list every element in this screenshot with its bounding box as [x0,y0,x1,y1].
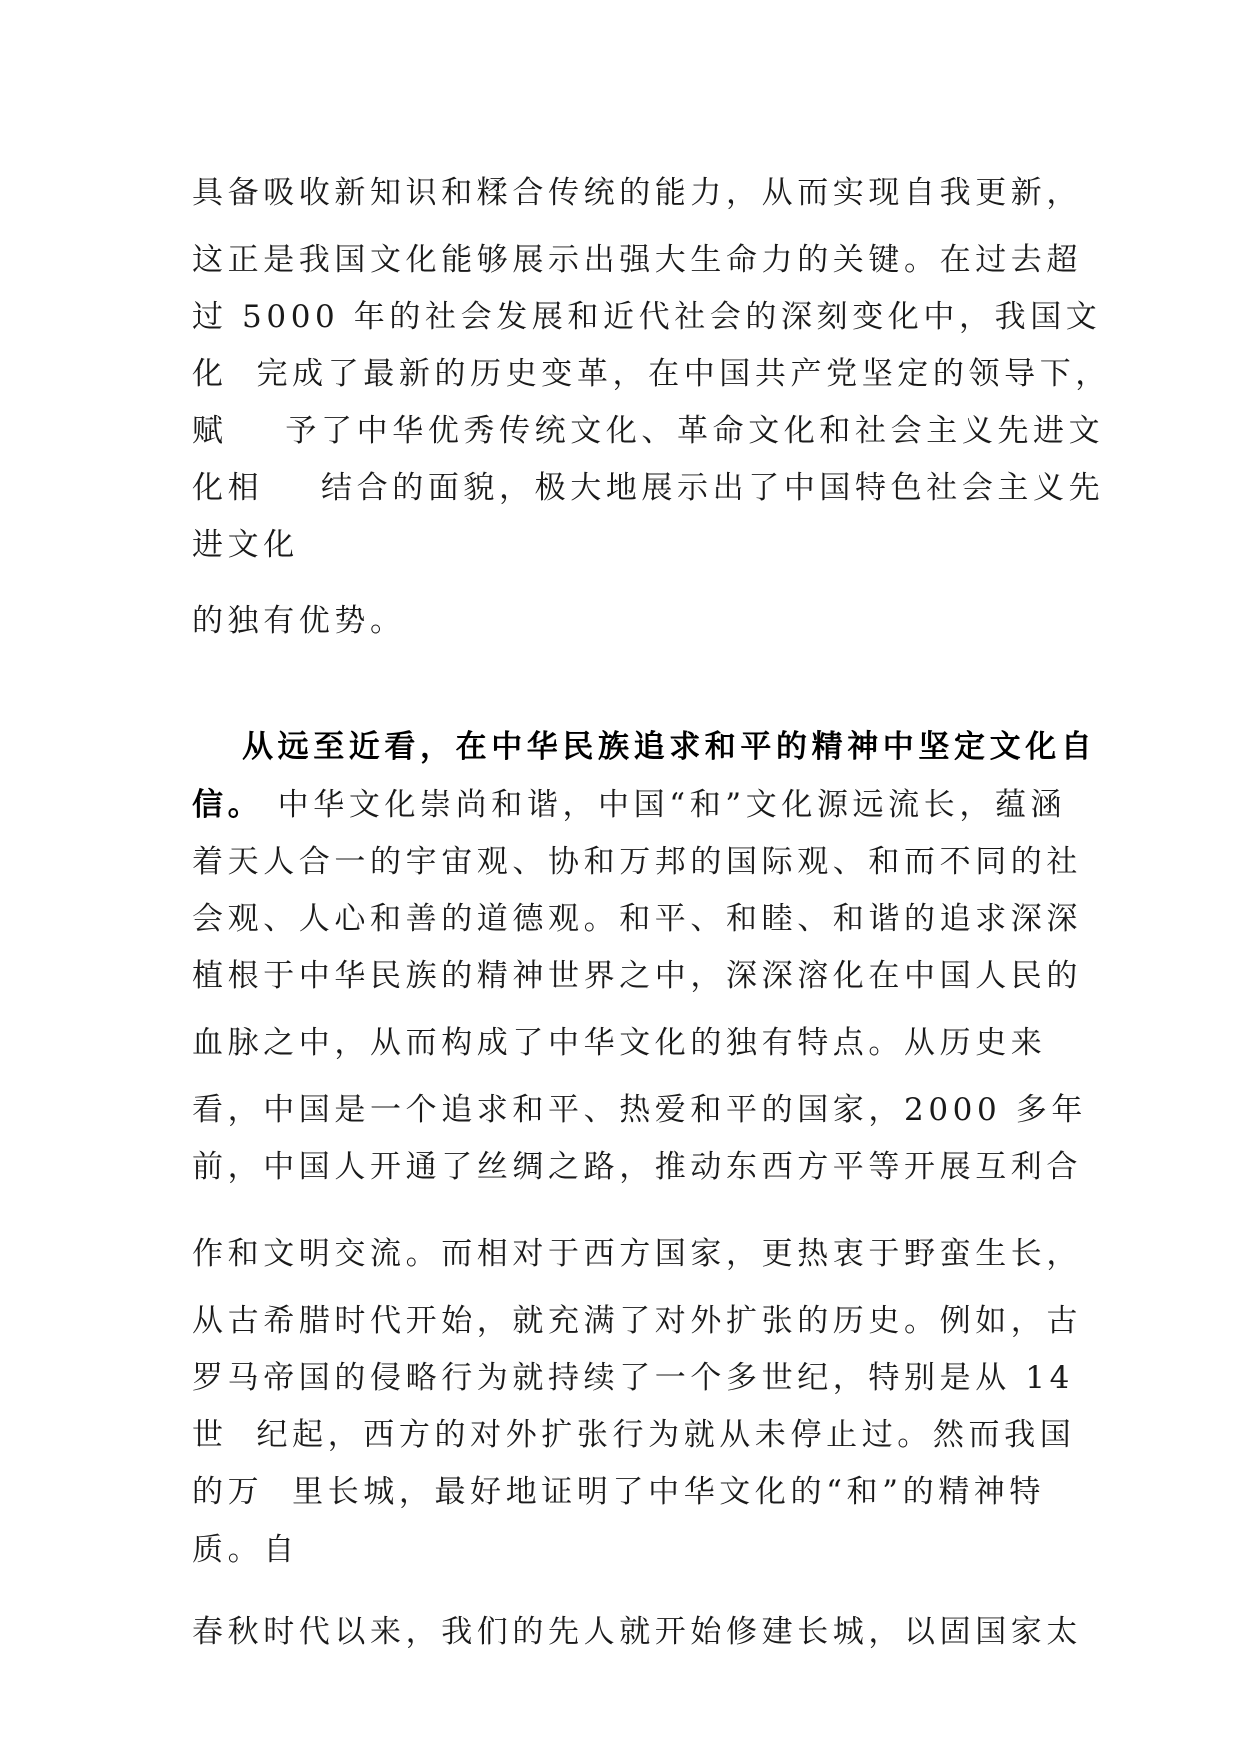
p2-heading-line: 从远至近看，在中华民族追求和平的精神中坚定文化自 [242,729,1097,765]
p2-line-12: 的万 里长城，最好地证明了中华文化的“和”的精神特 [192,1474,1046,1510]
p1-line-7: 进文化 [192,527,299,563]
p2-line-7: 前，中国人开通了丝绸之路，推动东西方平等开展互利合 [192,1149,1082,1185]
p1-line-1: 具备吸收新知识和糅合传统的能力，从而实现自我更新， [192,175,1082,211]
p2-line-8: 作和文明交流。而相对于西方国家，更热衷于野蛮生长， [192,1236,1082,1272]
p1-line-5: 赋 予了中华优秀传统文化、革命文化和社会主义先进文 [192,413,1105,449]
p2-line-3: 会观、人心和善的道德观。和平、和睦、和谐的追求深深 [192,901,1082,937]
p2-line-14: 春秋时代以来，我们的先人就开始修建长城，以固国家太 [192,1614,1082,1650]
p2-line-11: 世 纪起，西方的对外扩张行为就从未停止过。然而我国 [192,1417,1076,1453]
p2-line-2: 着天人合一的宇宙观、协和万邦的国际观、和而不同的社 [192,844,1082,880]
p2-line-9: 从古希腊时代开始，就充满了对外扩张的历史。例如，古 [192,1303,1082,1339]
p2-line-13: 质。自 [192,1532,299,1568]
p1-line-2: 这正是我国文化能够展示出强大生命力的关键。在过去超 [192,242,1082,278]
p1-line-6: 化相 结合的面貌，极大地展示出了中国特色社会主义先 [192,470,1105,506]
p1-line-8: 的独有优势。 [192,603,406,639]
p2-line-10: 罗马帝国的侵略行为就持续了一个多世纪，特别是从 14 [192,1360,1074,1396]
p2-line-5: 血脉之中，从而构成了中华文化的独有特点。从历史来 [192,1025,1047,1061]
p2-heading-tail: 信。 [192,787,264,823]
p2-line-1-text: 中华文化崇尚和谐，中国“和”文化源远流长，蕴涵 [263,787,1067,823]
p1-line-3: 过 5000 年的社会发展和近代社会的深刻变化中，我国文 [192,299,1102,335]
p1-line-4: 化 完成了最新的历史变革，在中国共产党坚定的领导下， [192,356,1111,392]
p2-line-6: 看，中国是一个追求和平、热爱和平的国家，2000 多年 [192,1092,1087,1128]
p2-line-1 [192,785,1067,825]
p2-line-4: 植根于中华民族的精神世界之中，深深溶化在中国人民的 [192,958,1082,994]
